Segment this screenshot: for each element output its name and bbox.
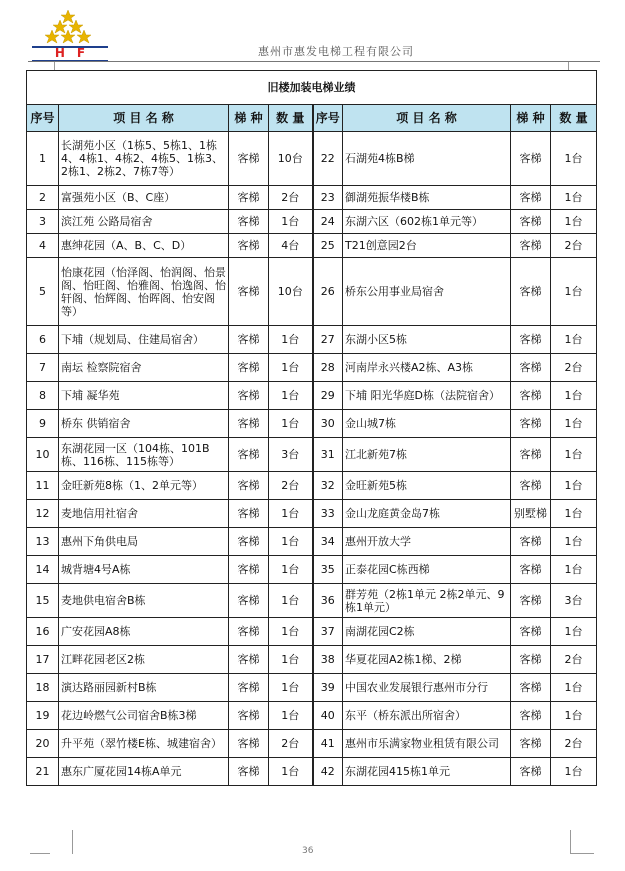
- elevator-type: 客梯: [229, 354, 269, 382]
- item-number: 26: [313, 258, 343, 326]
- project-name: 惠州下角供电局: [59, 528, 229, 556]
- project-name: 金旺新苑5栋: [343, 472, 511, 500]
- project-name: 石湖苑4栋B梯: [343, 132, 511, 186]
- quantity: 1台: [269, 556, 313, 584]
- elevator-type: 客梯: [229, 528, 269, 556]
- item-number: 7: [27, 354, 59, 382]
- item-number: 23: [313, 186, 343, 210]
- header-rule: [28, 61, 600, 62]
- elevator-type: 客梯: [229, 410, 269, 438]
- quantity: 1台: [551, 758, 597, 786]
- item-number: 12: [27, 500, 59, 528]
- quantity: 1台: [551, 618, 597, 646]
- item-number: 14: [27, 556, 59, 584]
- project-name: 御湖苑振华楼B栋: [343, 186, 511, 210]
- quantity: 1台: [269, 210, 313, 234]
- project-name: 南坛 检察院宿舍: [59, 354, 229, 382]
- project-name: 东湖六区（602栋1单元等）: [343, 210, 511, 234]
- item-number: 35: [313, 556, 343, 584]
- elevator-type: 客梯: [229, 646, 269, 674]
- elevator-type: 客梯: [511, 528, 551, 556]
- elevator-type: 客梯: [511, 210, 551, 234]
- project-name: 麦地供电宿舍B栋: [59, 584, 229, 618]
- elevator-type: 客梯: [229, 210, 269, 234]
- quantity: 1台: [551, 556, 597, 584]
- quantity: 1台: [551, 410, 597, 438]
- project-name: 惠绅花园（A、B、C、D）: [59, 234, 229, 258]
- project-name: 城背塘4号A栋: [59, 556, 229, 584]
- item-number: 25: [313, 234, 343, 258]
- project-name: 东湖花园415栋1单元: [343, 758, 511, 786]
- project-name: 惠东广厦花园14栋A单元: [59, 758, 229, 786]
- item-number: 1: [27, 132, 59, 186]
- project-name: 东湖花园一区（104栋、101B栋、116栋、115栋等）: [59, 438, 229, 472]
- quantity: 10台: [269, 258, 313, 326]
- quantity: 4台: [269, 234, 313, 258]
- quantity: 2台: [551, 646, 597, 674]
- project-name: 金山城7栋: [343, 410, 511, 438]
- table-row: [27, 618, 597, 646]
- header-type: 梯 种: [229, 105, 269, 132]
- project-name: 演达路丽园新村B栋: [59, 674, 229, 702]
- quantity: 1台: [269, 674, 313, 702]
- item-number: 9: [27, 410, 59, 438]
- quantity: 1台: [269, 646, 313, 674]
- elevator-type: 客梯: [511, 410, 551, 438]
- header-qty: 数 量: [269, 105, 313, 132]
- table-row: [27, 382, 597, 410]
- item-number: 5: [27, 258, 59, 326]
- project-name: 下埔 阳光华庭D栋（法院宿舍）: [343, 382, 511, 410]
- elevator-type: 客梯: [229, 234, 269, 258]
- project-name: 东平（桥东派出所宿舍）: [343, 702, 511, 730]
- table-row: [27, 354, 597, 382]
- elevator-type: 客梯: [229, 674, 269, 702]
- table-row: [27, 472, 597, 500]
- item-number: 22: [313, 132, 343, 186]
- project-name: 桥东 供销宿舍: [59, 410, 229, 438]
- project-name: 惠州市乐满家物业租赁有限公司: [343, 730, 511, 758]
- table-row: [27, 210, 597, 234]
- table-row: [27, 646, 597, 674]
- header-name: 项 目 名 称: [59, 105, 229, 132]
- project-name: 富强苑小区（B、C座）: [59, 186, 229, 210]
- item-number: 31: [313, 438, 343, 472]
- item-number: 21: [27, 758, 59, 786]
- elevator-type: 客梯: [229, 132, 269, 186]
- item-number: 3: [27, 210, 59, 234]
- elevator-type: 客梯: [511, 438, 551, 472]
- quantity: 2台: [269, 472, 313, 500]
- table-row: [27, 258, 597, 326]
- quantity: 2台: [269, 730, 313, 758]
- item-number: 15: [27, 584, 59, 618]
- elevator-type: 客梯: [229, 618, 269, 646]
- quantity: 2台: [269, 186, 313, 210]
- quantity: 1台: [269, 584, 313, 618]
- elevator-type: 客梯: [511, 646, 551, 674]
- item-number: 41: [313, 730, 343, 758]
- quantity: 1台: [551, 132, 597, 186]
- elevator-type: 客梯: [229, 730, 269, 758]
- item-number: 17: [27, 646, 59, 674]
- item-number: 20: [27, 730, 59, 758]
- elevator-type: 客梯: [229, 702, 269, 730]
- elevator-type: 客梯: [511, 674, 551, 702]
- elevator-type: 客梯: [511, 702, 551, 730]
- item-number: 33: [313, 500, 343, 528]
- item-number: 28: [313, 354, 343, 382]
- elevator-type: 客梯: [511, 758, 551, 786]
- item-number: 2: [27, 186, 59, 210]
- elevator-type: 客梯: [229, 758, 269, 786]
- elevator-type: 客梯: [229, 438, 269, 472]
- item-number: 11: [27, 472, 59, 500]
- item-number: 8: [27, 382, 59, 410]
- item-number: 30: [313, 410, 343, 438]
- quantity: 1台: [269, 702, 313, 730]
- item-number: 38: [313, 646, 343, 674]
- project-name: T21创意园2台: [343, 234, 511, 258]
- elevator-type: 客梯: [511, 382, 551, 410]
- elevator-type: 客梯: [229, 556, 269, 584]
- project-name: 惠州开放大学: [343, 528, 511, 556]
- elevator-type: 客梯: [511, 186, 551, 210]
- item-number: 42: [313, 758, 343, 786]
- project-name: 江北新苑7栋: [343, 438, 511, 472]
- table-row: [27, 674, 597, 702]
- item-number: 4: [27, 234, 59, 258]
- header-row: [27, 105, 597, 132]
- company-name: 惠州市惠发电梯工程有限公司: [258, 45, 414, 58]
- elevator-type: 客梯: [229, 500, 269, 528]
- elevator-type: 客梯: [511, 258, 551, 326]
- elevator-type: 客梯: [511, 472, 551, 500]
- quantity: 1台: [551, 186, 597, 210]
- table-row: [27, 410, 597, 438]
- elevator-type: 客梯: [511, 354, 551, 382]
- crop-mark: [30, 853, 50, 854]
- project-name: 金山龙庭黄金岛7栋: [343, 500, 511, 528]
- project-name: 华夏花园A2栋1梯、2梯: [343, 646, 511, 674]
- elevator-type: 客梯: [229, 472, 269, 500]
- quantity: 1台: [269, 500, 313, 528]
- page-number: 36: [302, 846, 314, 856]
- quantity: 1台: [551, 702, 597, 730]
- elevator-type: 客梯: [229, 258, 269, 326]
- project-name: 正泰花园C栋西梯: [343, 556, 511, 584]
- table-row: [27, 758, 597, 786]
- project-name: 桥东公用事业局宿舍: [343, 258, 511, 326]
- table-row: [27, 528, 597, 556]
- quantity: 2台: [551, 354, 597, 382]
- item-number: 10: [27, 438, 59, 472]
- elevator-type: 客梯: [511, 132, 551, 186]
- table-row: [27, 234, 597, 258]
- quantity: 1台: [269, 354, 313, 382]
- elevator-type: 别墅梯: [511, 500, 551, 528]
- project-name: 江畔花园老区2栋: [59, 646, 229, 674]
- project-name: 下埔（规划局、住建局宿舍）: [59, 326, 229, 354]
- table-row: [27, 702, 597, 730]
- project-name: 升平苑（翠竹楼E栋、城建宿舍）: [59, 730, 229, 758]
- item-number: 32: [313, 472, 343, 500]
- quantity: 1台: [551, 472, 597, 500]
- quantity: 1台: [269, 758, 313, 786]
- elevator-type: 客梯: [511, 618, 551, 646]
- project-name: 群芳苑（2栋1单元 2栋2单元、9栋1单元）: [343, 584, 511, 618]
- project-name: 东湖小区5栋: [343, 326, 511, 354]
- quantity: 1台: [551, 326, 597, 354]
- crop-mark: [570, 830, 593, 854]
- crop-mark: [50, 830, 73, 854]
- item-number: 16: [27, 618, 59, 646]
- table-row: [27, 730, 597, 758]
- table-row: [27, 186, 597, 210]
- item-number: 34: [313, 528, 343, 556]
- elevator-type: 客梯: [511, 556, 551, 584]
- header-no: 序号: [27, 105, 59, 132]
- elevator-type: 客梯: [229, 382, 269, 410]
- quantity: 1台: [269, 326, 313, 354]
- quantity: 1台: [269, 528, 313, 556]
- quantity: 3台: [269, 438, 313, 472]
- project-name: 下埔 凝华苑: [59, 382, 229, 410]
- elevator-type: 客梯: [511, 234, 551, 258]
- header-no: 序号: [313, 105, 343, 132]
- quantity: 3台: [551, 584, 597, 618]
- elevator-type: 客梯: [229, 186, 269, 210]
- company-logo: [30, 8, 110, 64]
- elevator-type: 客梯: [511, 730, 551, 758]
- item-number: 27: [313, 326, 343, 354]
- quantity: 1台: [551, 674, 597, 702]
- item-number: 36: [313, 584, 343, 618]
- table-row: [27, 500, 597, 528]
- item-number: 18: [27, 674, 59, 702]
- quantity: 2台: [551, 730, 597, 758]
- quantity: 1台: [269, 618, 313, 646]
- header-qty: 数 量: [551, 105, 597, 132]
- project-name: 南湖花园C2栋: [343, 618, 511, 646]
- table-row: [27, 438, 597, 472]
- header-name: 项 目 名 称: [343, 105, 511, 132]
- item-number: 39: [313, 674, 343, 702]
- elevator-type: 客梯: [511, 584, 551, 618]
- project-name: 麦地信用社宿舍: [59, 500, 229, 528]
- item-number: 29: [313, 382, 343, 410]
- project-name: 金旺新苑8栋（1、2单元等）: [59, 472, 229, 500]
- elevator-type: 客梯: [229, 326, 269, 354]
- table-title: 旧楼加装电梯业绩: [27, 71, 597, 105]
- project-name: 怡康花园（怡泽阁、怡润阁、怡景阁、怡旺阁、怡雅阁、怡逸阁、怡轩阁、怡辉阁、怡晖阁、怡安阁等）: [59, 258, 229, 326]
- elevator-type: 客梯: [511, 326, 551, 354]
- svg-text:H F: H F: [54, 46, 86, 60]
- item-number: 19: [27, 702, 59, 730]
- table-row: [27, 326, 597, 354]
- quantity: 1台: [551, 210, 597, 234]
- item-number: 6: [27, 326, 59, 354]
- project-name: 长湖苑小区（1栋5、5栋1、1栋4、4栋1、4栋2、4栋5、1栋3、2栋1、2栋2、7栋7等）: [59, 132, 229, 186]
- quantity: 1台: [269, 410, 313, 438]
- table-row: [27, 132, 597, 186]
- project-name: 河南岸永兴楼A2栋、A3栋: [343, 354, 511, 382]
- elevator-type: 客梯: [229, 584, 269, 618]
- item-number: 40: [313, 702, 343, 730]
- project-name: 广安花园A8栋: [59, 618, 229, 646]
- item-number: 13: [27, 528, 59, 556]
- quantity: 1台: [551, 438, 597, 472]
- project-name: 滨江苑 公路局宿舍: [59, 210, 229, 234]
- quantity: 1台: [551, 382, 597, 410]
- quantity: 1台: [551, 528, 597, 556]
- quantity: 2台: [551, 234, 597, 258]
- header-type: 梯 种: [511, 105, 551, 132]
- item-number: 24: [313, 210, 343, 234]
- project-name: 花边岭燃气公司宿舍B栋3梯: [59, 702, 229, 730]
- quantity: 1台: [551, 258, 597, 326]
- quantity: 1台: [551, 500, 597, 528]
- quantity: 1台: [269, 382, 313, 410]
- item-number: 37: [313, 618, 343, 646]
- table-row: [27, 556, 597, 584]
- elevator-projects-table: [26, 70, 597, 786]
- quantity: 10台: [269, 132, 313, 186]
- project-name: 中国农业发展银行惠州市分行: [343, 674, 511, 702]
- table-row: [27, 584, 597, 618]
- crop-mark: [570, 853, 594, 854]
